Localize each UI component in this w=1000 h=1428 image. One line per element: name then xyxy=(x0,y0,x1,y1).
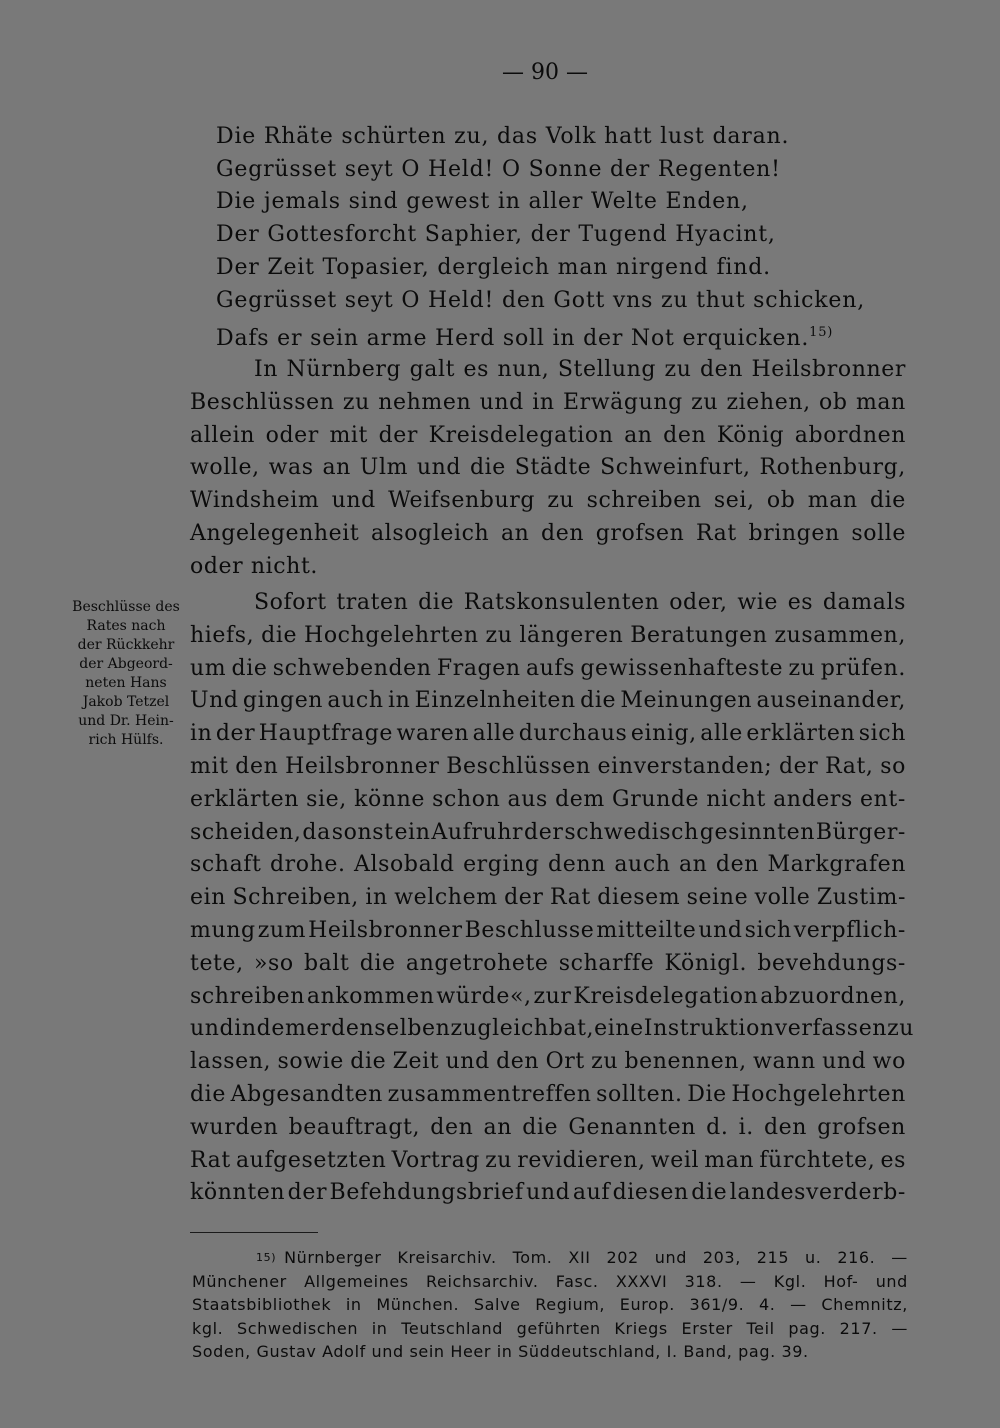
verse-block xyxy=(216,121,916,356)
verse-line-with-footnote xyxy=(216,317,916,356)
footnote-line: Soden, Gustav Adolf und sein Heer in Süddeutschland, I. Band, pag. 39. xyxy=(192,1342,809,1361)
text-line: Windsheim und Weifsenburg zu schreiben sei, ob man die xyxy=(190,488,906,514)
text-line: wurden beauftragt, den an die Genannten d. i. den grofsen xyxy=(190,1114,906,1140)
text-line: Und gingen auch in Einzelnheiten die Meinungen auseinander, xyxy=(190,688,906,714)
text-line: In Nürnberg galt es nun, Stellung zu den Heilsbronner xyxy=(254,357,906,382)
footnote-line: Nürnberger Kreisarchiv. Tom. XII 202 und 203, 215 u. 216. — xyxy=(284,1248,908,1267)
verse-line: Gegrüsset seyt O Held! O Sonne der Regenten! xyxy=(216,156,781,182)
marginal-note-line: Jakob Tetzel xyxy=(82,694,170,710)
page-number: — 90 — xyxy=(502,60,588,85)
paragraph-2 xyxy=(190,587,915,1210)
text-line: allein oder mit der Kreisdelegation an den König abordnen xyxy=(190,422,906,448)
footnote-line: Münchener Allgemeines Reichsarchiv. Fasc. XXXVI 318. — Kgl. Hof- und xyxy=(192,1271,908,1291)
text-line: tete, »so balt die angetrohete scharffe Königl. bevehdungs- xyxy=(190,950,906,976)
marginal-note-line: der Rückkehr xyxy=(77,637,175,653)
marginal-note-line: und Dr. Hein- xyxy=(78,713,174,729)
verse-line: Dafs er sein arme Herd soll in der Not erquicken. xyxy=(216,326,810,352)
footnote-first-line xyxy=(192,1246,908,1270)
text-line: die Abgesandten zusammentreffen sollten. Die Hochgelehrten xyxy=(190,1081,906,1107)
text-line: lassen, sowie die Zeit und den Ort zu benennen, wann und wo xyxy=(190,1049,906,1075)
verse-line: Der Zeit Topasier, dergleich man nirgend find. xyxy=(216,254,771,280)
marginal-note-line: Rates nach xyxy=(86,618,166,634)
text-line: Rat aufgesetzten Vortrag zu revidieren, weil man fürchtete, es xyxy=(190,1147,906,1173)
marginal-note-line: neten Hans xyxy=(85,675,167,691)
text-line: Sofort traten die Ratskonsulenten oder, wie es damals xyxy=(254,590,906,615)
footnotes xyxy=(192,1246,908,1364)
text-line: könnten der Befehdungsbrief und auf diesen die landesverderb- xyxy=(190,1180,906,1206)
footnote-line: kgl. Schwedischen in Teutschland geführten Kriegs Erster Teil pag. 217. — xyxy=(192,1318,908,1338)
text-line: wolle, was an Ulm und die Städte Schweinfurt, Rothenburg, xyxy=(190,455,906,481)
footnote-marker: 15) xyxy=(256,1251,277,1264)
text-line: hiefs, die Hochgelehrten zu längeren Beratungen zusammen, xyxy=(190,622,906,648)
text-line: oder nicht. xyxy=(190,553,318,579)
marginal-note-line: rich Hülfs. xyxy=(88,732,164,748)
text-line: schreiben ankommen würde«, zur Kreisdelegation abzuordnen, xyxy=(190,983,906,1009)
verse-line: Die jemals sind gewest in aller Welte Enden, xyxy=(216,189,749,215)
text-line: scheiden, da sonst ein Aufruhr der schwedisch gesinnten Bürger- xyxy=(190,819,906,845)
marginal-note xyxy=(70,598,182,750)
footnote-reference: 15) xyxy=(809,325,834,341)
text-line: schaft drohe. Alsobald erging denn auch an den Markgrafen xyxy=(190,852,906,878)
text-line: erklärten sie, könne schon aus dem Grunde nicht anders ent- xyxy=(190,786,906,812)
marginal-note-line: Beschlüsse des xyxy=(72,599,180,615)
marginal-note-line: der Abgeord- xyxy=(79,656,173,672)
footnote-line: Staatsbibliothek in München. Salve Regium, Europ. 361/9. 4. — Chemnitz, xyxy=(192,1295,908,1314)
text-line: um die schwebenden Fragen aufs gewissenhafteste zu prüfen. xyxy=(190,655,906,681)
verse-line: Der Gottesforcht Saphier, der Tugend Hyacint, xyxy=(216,222,776,248)
verse-line: Gegrüsset seyt O Held! den Gott vns zu thut schicken, xyxy=(216,287,866,313)
text-line: Beschlüssen zu nehmen und in Erwägung zu ziehen, ob man xyxy=(190,389,906,415)
text-line: mit den Heilsbronner Beschlüssen einverstanden; der Rat, so xyxy=(190,753,906,779)
text-line: in der Hauptfrage waren alle durchaus einig, alle erklärten sich xyxy=(190,721,906,747)
verse-line: Die Rhäte schürten zu, das Volk hatt lust daran. xyxy=(216,124,790,149)
text-line: und in dem er denselben zugleich bat, eine Instruktion verfassen zu xyxy=(190,1016,915,1042)
text-line: mung zum Heilsbronner Beschlusse mitteilte und sich verpflich- xyxy=(190,917,906,943)
text-line: Angelegenheit alsogleich an den grofsen Rat bringen solle xyxy=(190,520,906,546)
paragraph-1 xyxy=(190,354,906,584)
text-line: ein Schreiben, in welchem der Rat diesem seine volle Zustim- xyxy=(190,885,906,911)
footnote-separator xyxy=(190,1232,318,1233)
